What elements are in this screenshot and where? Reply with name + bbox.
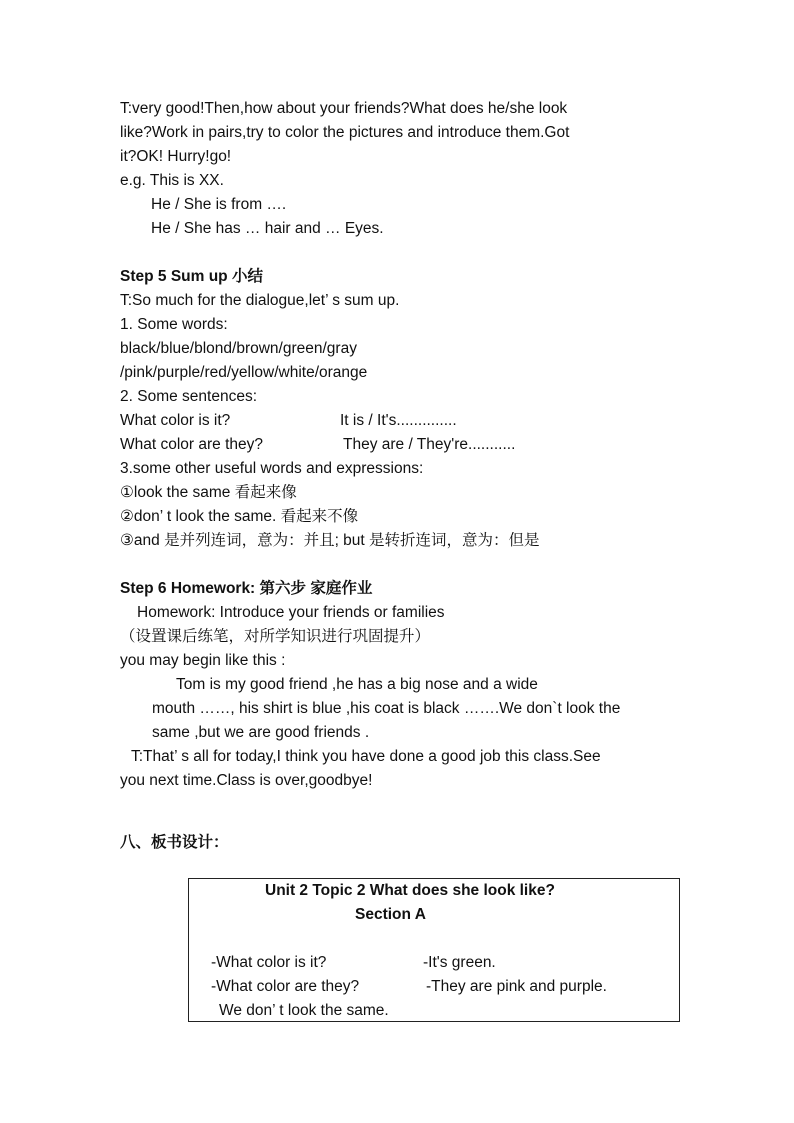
sentence-answer-2: They are / They're........... (343, 436, 516, 453)
expression-3: ③and 是并列连词，意为：并且; but 是转折连词，意为：但是 (120, 532, 540, 549)
sentence-answer-1: It is / It's.............. (340, 412, 457, 429)
example-line-1: He / She is from …. (151, 196, 287, 213)
sentences-title: 2. Some sentences: (120, 388, 257, 405)
homework-task: Homework: Introduce your friends or families (137, 604, 445, 621)
expression-1: ①look the same 看起来像 (120, 484, 297, 501)
example-label: e.g. This is XX. (120, 172, 224, 189)
homework-begin: you may begin like this : (120, 652, 286, 669)
step5-heading: Step 5 Sum up 小结 (120, 268, 263, 285)
board-question-1: -What color is it? (211, 954, 327, 971)
words-line-2: /pink/purple/red/yellow/white/orange (120, 364, 368, 381)
board-answer-2: -They are pink and purple. (426, 978, 607, 995)
homework-note: （设置课后练笔，对所学知识进行巩固提升） (120, 628, 431, 645)
intro-line-1: T:very good!Then,how about your friends?What does he/she look (120, 100, 568, 117)
homework-example-3: same ,but we are good friends . (152, 724, 370, 741)
expression-2: ②don’ t look the same. 看起来不像 (120, 508, 359, 525)
board-heading: 八、板书设计： (120, 834, 229, 851)
words-line-1: black/blue/blond/brown/green/gray (120, 340, 357, 357)
other-title: 3.some other useful words and expressions: (120, 460, 424, 477)
intro-line-3: it?OK! Hurry!go! (120, 148, 232, 165)
board-title-2: Section A (355, 906, 426, 923)
board-answer-1: -It's green. (423, 954, 496, 971)
step6-heading: Step 6 Homework: 第六步 家庭作业 (120, 580, 373, 597)
closing-line-1: T:That’ s all for today,I think you have done a good job this class.See (131, 748, 601, 765)
intro-line-2: like?Work in pairs,try to color the pictures and introduce them.Got (120, 124, 570, 141)
sentence-question-1: What color is it? (120, 412, 231, 429)
homework-example-2: mouth ……, his shirt is blue ,his coat is black …….We don`t look the (152, 700, 621, 717)
sentence-question-2: What color are they? (120, 436, 264, 453)
board-line-3: We don’ t look the same. (219, 1002, 389, 1019)
board-title-1: Unit 2 Topic 2 What does she look like? (265, 882, 555, 899)
words-title: 1. Some words: (120, 316, 228, 333)
board-question-2: -What color are they? (211, 978, 360, 995)
example-line-2: He / She has … hair and … Eyes. (151, 220, 384, 237)
homework-example-1: Tom is my good friend ,he has a big nose and a wide (176, 676, 538, 693)
board-design-box (188, 878, 680, 1022)
step5-lead: T:So much for the dialogue,let’ s sum up. (120, 292, 400, 309)
closing-line-2: you next time.Class is over,goodbye! (120, 772, 373, 789)
